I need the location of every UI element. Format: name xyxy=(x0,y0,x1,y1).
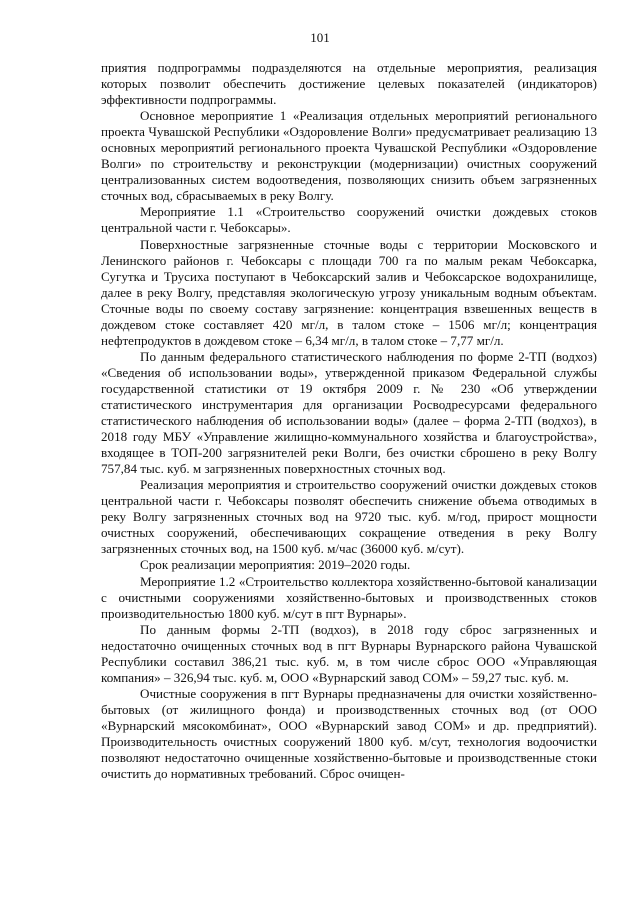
paragraph-continuation: приятия подпрограммы подразделяются на отдельные мероприятия, реализация которых позволит обеспечить достижение целевых показателей (индикаторов) эффективности подпрограммы. xyxy=(101,60,597,108)
page-number: 101 xyxy=(310,30,330,45)
paragraph-implementation-period: Срок реализации мероприятия: 2019–2020 годы. xyxy=(140,557,411,573)
paragraph-implementation-result: Реализация мероприятия и строительство сооружений очистки дождевых стоков центральной части г. Чебоксары позволят обеспечить снижение объема отводимых в реку Волгу загрязненных сточных вод на 9720 тыс. куб. м/год, прирост мощности очистных сооружений, обеспечивающих сокращение отведения в реку Волгу загрязненных сточных вод, на 1500 куб. м/час (36000 куб. м/сут). xyxy=(101,477,597,557)
paragraph-federal-statistics: По данным федерального статистического наблюдения по форме 2-ТП (водхоз) «Сведения об использовании воды», утвержденной приказом Федеральной службы государственной статистики от 19 октября 2009 г. № 230 «Об утверждении статистического инструментария для организации Росводресурсами федерального статистического наблюдения об использовании воды» (далее – форма 2-ТП (водхоз), в 2018 году МБУ «Управление жилищно-коммунального хозяйства и благоустройства», входящее в ТОП-200 загрязнителей реки Волги, без очистки сброшено в реку Волгу 757,84 тыс. куб. м загрязненных поверхностных сточных вод. xyxy=(101,348,597,477)
paragraph-vurnary-treatment: Очистные сооружения в пгт Вурнары предназначены для очистки хозяйственно-бытовых (от жилищного фонда) и производственных сточных вод (от ООО «Вурнарский мясокомбинат», ООО «Вурнарский завод СОМ» и др. предприятий). Производительность очистных сооружений 1800 куб. м/сут, технология водоочистки позволяют недостаточно очищенные хозяйственно-бытовые и производственные стоки очистить до нормативных требований. Сброс очищен- xyxy=(101,685,597,782)
paragraph-activity-1-1-title: Мероприятие 1.1 «Строительство сооружений очистки дождевых стоков центральной части г. Чебоксары». xyxy=(101,204,597,236)
paragraph-main-activity-1: Основное мероприятие 1 «Реализация отдельных мероприятий регионального проекта Чувашской Республики «Оздоровление Волги» предусматривает реализацию 13 основных мероприятий регионального проекта Чувашской Республики «Оздоровление Волги» по строительству и реконструкции (модернизации) очистных сооружений централизованных систем водоотведения, позволяющих снизить объем загрязненных сточных вод, сбрасываемых в реку Волгу. xyxy=(101,108,597,204)
paragraph-vurnary-discharge: По данным формы 2-ТП (водхоз), в 2018 году сброс загрязненных и недостаточно очищенных сточных вод в пгт Вурнары Вурнарского района Чувашской Республики составил 386,21 тыс. куб. м, в том числе сброс ООО «Управляющая компания» – 326,94 тыс. куб. м, ООО «Вурнарский завод СОМ» – 59,27 тыс. куб. м. xyxy=(101,621,597,685)
paragraph-surface-wastewater: Поверхностные загрязненные сточные воды с территории Московского и Ленинского районов г. Чебоксары с площади 700 га по малым рекам Чебоксарка, Сугутка и Трусиха поступают в Чебоксарский залив и Чебоксарское водохранилище, далее в реку Волгу, представляя экологическую угрозу уникальным водным объектам. Сточные воды по своему составу загрязнение: концентрация взвешенных веществ в дождевом стоке составляет 420 мг/л, в талом стоке – 1506 мг/л; концентрация нефтепродуктов в дождевом стоке – 6,34 мг/л, в талом стоке – 7,77 мг/л. xyxy=(101,236,597,348)
paragraph-activity-1-2-title: Мероприятие 1.2 «Строительство коллектора хозяйственно-бытовой канализации с очистными сооружениями хозяйственно-бытовых и производственных стоков производительностью 1800 куб. м/сут в пгт Вурнары». xyxy=(101,573,597,621)
body-text xyxy=(101,60,597,782)
